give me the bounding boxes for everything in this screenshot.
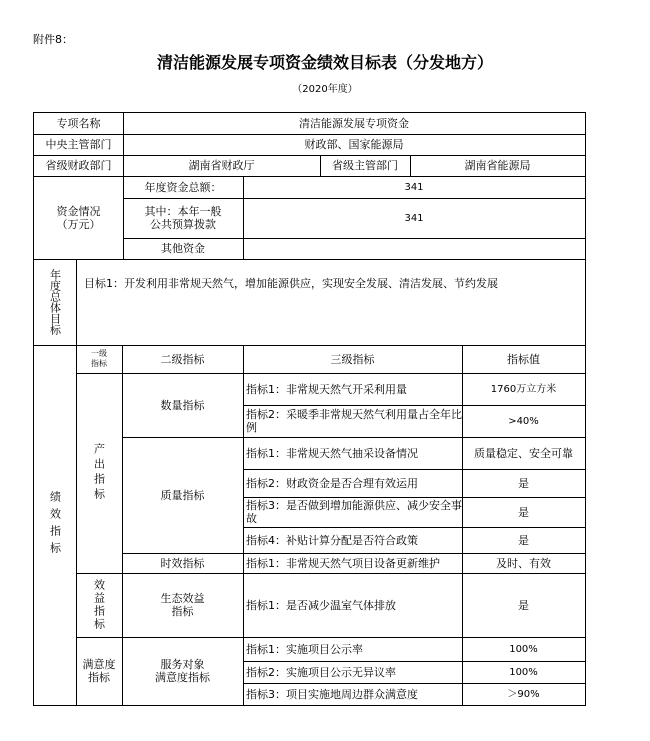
project-name-value: 清洁能源发展专项资金 bbox=[299, 117, 409, 130]
indicator-name: 指标2：实施项目公示无异议率 bbox=[246, 665, 396, 679]
funds-budget-label: 其中：本年一般 公共预算拨款 bbox=[144, 205, 222, 231]
table-border bbox=[34, 112, 586, 113]
table-rule bbox=[123, 238, 585, 239]
table-rule bbox=[76, 573, 585, 574]
indicator-name: 指标3：项目实施地周边群众满意度 bbox=[246, 687, 418, 701]
table-rule bbox=[243, 683, 585, 684]
service-satisfaction-label: 服务对象 满意度指标 bbox=[155, 658, 210, 684]
performance-label: 绩效指标 bbox=[48, 491, 62, 559]
quality-label: 质量指标 bbox=[160, 488, 205, 502]
indicator-name: 指标3：是否做到增加能源供应、减少安全事故 bbox=[246, 499, 462, 525]
table-rule bbox=[122, 345, 123, 705]
page-title: 清洁能源发展专项资金绩效目标表（分发地方） bbox=[156, 53, 493, 72]
table-rule bbox=[34, 134, 585, 135]
funds-total-label: 年度资金总额： bbox=[144, 180, 222, 194]
table-rule bbox=[243, 497, 585, 498]
indicator-value: 及时、有效 bbox=[496, 556, 551, 570]
indicator-name: 指标2：采暖季非常规天然气利用量占全年比例 bbox=[246, 408, 462, 434]
table-border bbox=[33, 112, 34, 706]
table-rule bbox=[34, 259, 585, 260]
table-rule bbox=[34, 176, 585, 177]
table-border bbox=[34, 705, 586, 706]
indicator-value: 质量稳定、安全可靠 bbox=[474, 446, 573, 460]
central-dept-label: 中央主管部门 bbox=[45, 138, 112, 151]
year-label: （2020年度） bbox=[292, 84, 358, 95]
funds-label: 资金情况 （万元） bbox=[56, 204, 101, 231]
table-rule bbox=[76, 637, 585, 638]
indicator-name: 指标1：是否减少温室气体排放 bbox=[246, 598, 396, 612]
timeliness-label: 时效指标 bbox=[160, 556, 205, 570]
table-rule bbox=[462, 345, 463, 705]
central-dept-value: 财政部、国家能源局 bbox=[304, 138, 404, 151]
funds-budget-value: 341 bbox=[404, 212, 424, 224]
table-rule bbox=[34, 155, 585, 156]
funds-other-value bbox=[243, 238, 585, 259]
table-rule bbox=[243, 527, 585, 528]
annual-goal-text: 目标1：开发利用非常规天然气，增加能源供应，实现安全发展、清洁发展、节约发展 bbox=[84, 277, 498, 290]
indicator-value: 100% bbox=[509, 666, 538, 678]
prov-dept-label: 省级主管部门 bbox=[332, 159, 398, 172]
table-rule bbox=[122, 437, 585, 438]
table-rule bbox=[320, 155, 321, 176]
table-rule bbox=[243, 405, 585, 406]
attachment-label: 附件8： bbox=[33, 33, 73, 46]
quantity-label: 数量指标 bbox=[160, 398, 205, 412]
header-value: 指标值 bbox=[507, 352, 540, 366]
output-label: 产出指标 bbox=[92, 443, 106, 503]
table-rule bbox=[123, 112, 124, 259]
indicator-value: ＞90% bbox=[507, 688, 540, 700]
indicator-value: 是 bbox=[518, 505, 529, 519]
table-border bbox=[585, 112, 586, 706]
annual-goal-label: 年度总体目标 bbox=[48, 269, 62, 335]
indicator-value: 是 bbox=[518, 598, 529, 612]
indicator-name: 指标2：财政资金是否合理有效运用 bbox=[246, 476, 418, 490]
indicator-name: 指标1：非常规天然气开采利用量 bbox=[246, 382, 407, 396]
table-rule bbox=[122, 553, 585, 554]
funds-other-label: 其他资金 bbox=[161, 242, 205, 255]
benefit-label: 效益指标 bbox=[92, 579, 106, 631]
table-rule bbox=[123, 198, 585, 199]
prov-dept-value: 湖南省能源局 bbox=[464, 159, 531, 172]
prov-finance-label: 省级财政部门 bbox=[45, 159, 112, 172]
table-rule bbox=[76, 259, 77, 705]
table-rule bbox=[243, 469, 585, 470]
table-rule bbox=[243, 176, 244, 259]
table-rule bbox=[410, 155, 411, 176]
indicator-value: 100% bbox=[509, 643, 538, 655]
indicator-value: 1760万立方米 bbox=[490, 383, 557, 395]
satisfaction-label: 满意度 指标 bbox=[82, 658, 116, 684]
table-rule bbox=[34, 345, 585, 346]
header-level1: 一级 指标 bbox=[91, 349, 107, 368]
indicator-value: 是 bbox=[518, 533, 529, 547]
indicator-name: 指标1：非常规天然气抽采设备情况 bbox=[246, 446, 418, 460]
funds-total-value: 341 bbox=[404, 181, 424, 193]
header-level2: 二级指标 bbox=[160, 352, 205, 366]
project-name-label: 专项名称 bbox=[56, 117, 101, 130]
indicator-value: 是 bbox=[518, 476, 529, 490]
indicator-name: 指标1：实施项目公示率 bbox=[246, 642, 363, 656]
table-rule bbox=[243, 661, 585, 662]
indicator-name: 指标4：补贴计算分配是否符合政策 bbox=[246, 533, 418, 547]
eco-benefit-label: 生态效益 指标 bbox=[160, 592, 205, 618]
indicator-name: 指标1：非常规天然气项目设备更新维护 bbox=[246, 556, 440, 570]
indicator-value: >40% bbox=[508, 415, 539, 427]
table-rule bbox=[243, 345, 244, 705]
header-level3: 三级指标 bbox=[330, 352, 375, 366]
prov-finance-value: 湖南省财政厅 bbox=[188, 159, 255, 172]
table-rule bbox=[76, 373, 585, 374]
